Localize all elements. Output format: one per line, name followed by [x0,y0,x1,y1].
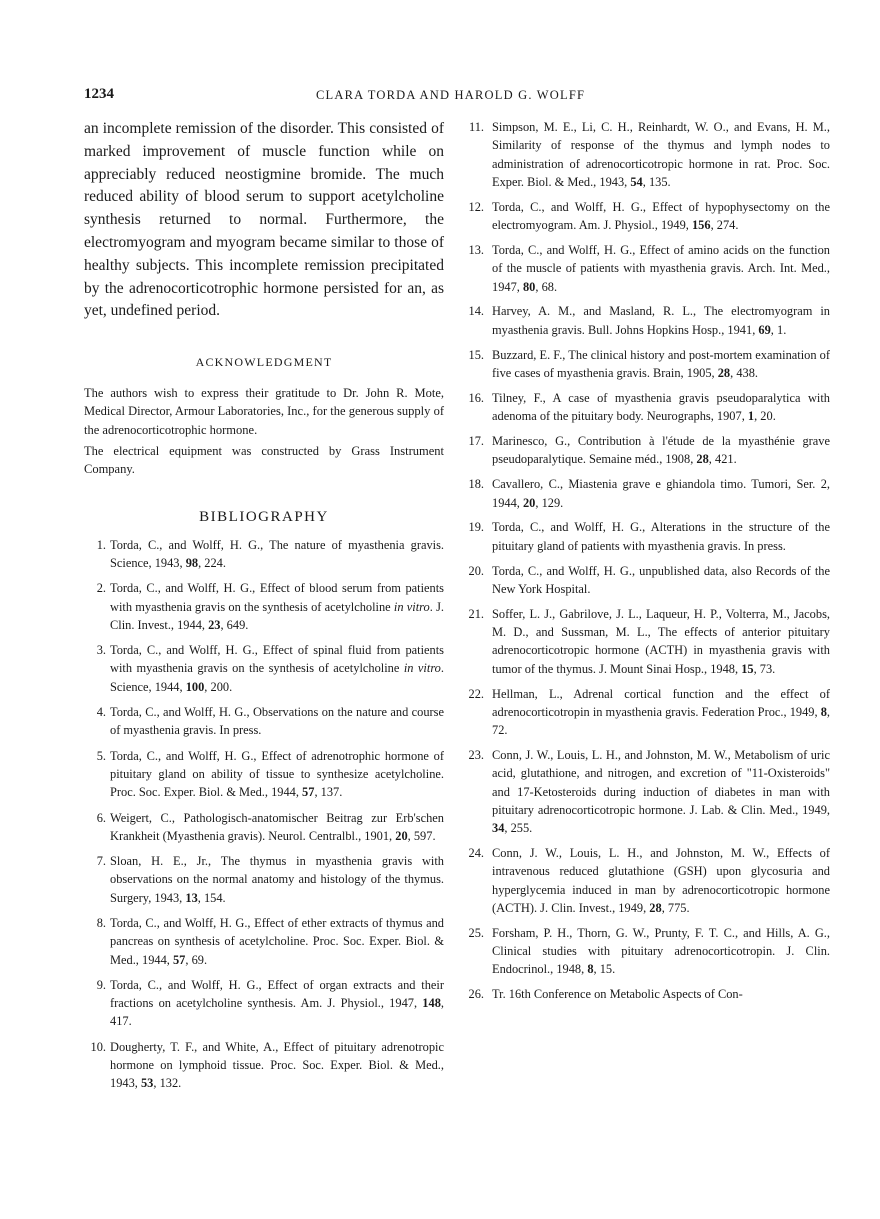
reference-pages: , 154. [197,890,226,905]
body-paragraph: an incomplete remission of the disorder. This consisted of marked improvement of muscle function while on appreciably reduced neostigmine bromide. The much reduced ability of blood serum to support acetylcholine synthesis returned to normal. Furthermore, the electromyogram and myogram became similar to those of healthy subjects. This incomplete remission precipitated by the adrenocorticotrophic hormone persisted for an, as yet, undefined period. [84,120,444,320]
reference-number: 12. [468,199,484,214]
reference-volume: 34 [492,821,505,836]
reference-volume: 69 [758,322,771,337]
reference-item [84,1038,444,1093]
reference-item [84,641,444,696]
reference-number: 25. [468,925,484,940]
reference-volume: 53 [140,1076,154,1091]
reference-number: 9. [96,977,106,992]
acknowledgment-paragraph: The electrical equipment was constructed by Grass Instrument Company. [84,444,444,477]
reference-text: Torda, C., and Wolff, H. G., Effect of blood serum from patients with myasthenia gravis on the synthesis of acetylcholine [110,581,444,614]
reference-text: Tr. 16th Conference on Metabolic Aspects of Con- [492,987,743,1002]
running-header [84,86,796,108]
reference-number: 3. [96,643,106,658]
reference-number: 17. [468,434,484,449]
reference-volume: 100 [185,679,205,694]
reference-volume: 28 [649,901,662,915]
reference-item [466,685,830,740]
reference-text: Torda, C., and Wolff, H. G., Effect of ether extracts of thymus and pancreas on synthesis of acetylcholine. Proc. Soc. Exper. Biol. & Med., 1944, [110,916,444,967]
reference-item [84,747,444,802]
reference-pages: , 255. [504,821,533,836]
reference-number: 14. [468,304,484,319]
reference-volume: 57 [172,952,186,967]
reference-pages: , 274. [710,218,739,233]
reference-item [466,924,830,979]
reference-pages: , 132. [153,1076,182,1091]
reference-volume: 23 [208,617,221,632]
reference-pages: , 224. [198,555,226,570]
reference-volume: 8 [587,962,594,977]
reference-text: Harvey, A. M., and Masland, R. L., The electromyogram in myasthenia gravis. Bull. Johns Hopkins Hosp., 1941, [492,304,830,337]
reference-number: 11. [468,120,484,134]
reference-number: 20. [468,563,484,578]
reference-number: 16. [468,390,484,405]
reference-item [84,579,444,634]
reference-item [466,518,830,555]
reference-item [466,844,830,917]
reference-text: . Science, 1944, [110,661,444,694]
reference-number: 21. [468,606,484,621]
reference-pages: , 417. [110,996,444,1029]
reference-volume: 54 [630,174,643,189]
reference-text: Torda, C., and Wolff, H. G., Effect of organ extracts and their fractions on acetylcholine synthesis. Am. J. Physiol., 1947, [110,977,444,1011]
reference-pages: , 597. [407,828,436,843]
reference-text: Conn, J. W., Louis, L. H., and Johnston, M. W., Metabolism of uric acid, glutathione, and nitrogen, and excretion of "11-Oxisteroids" and 17-Ketosteroids during induction of diabetes in man with pituitary adrenocorticotropic hormone. J. Lab. & Clin. Med., 1949, [492,748,830,817]
reference-number: 26. [468,987,484,1002]
reference-number: 13. [468,242,484,257]
left-column [84,118,444,1100]
reference-volume: 1 [747,409,755,424]
reference-number: 4. [96,705,106,720]
reference-pages: , 15. [593,962,616,977]
reference-pages: , 68. [535,279,558,294]
page-number: 1234 [84,86,114,102]
reference-item [466,389,830,426]
reference-volume: 28 [696,452,709,467]
reference-text: Torda, C., and Wolff, H. G., Effect of amino acids on the function of the muscle of patients with myasthenia gravis. Arch. Int. Med., 1947, [492,242,830,294]
reference-number: 23. [468,748,484,763]
reference-text: Torda, C., and Wolff, H. G., Effect of spinal fluid from patients with myasthenia gravis on the synthesis of acetylcholine [110,643,444,676]
reference-item [84,536,444,573]
reference-item [466,346,830,383]
reference-number: 8. [96,916,106,930]
reference-pages: , 72. [492,704,830,738]
reference-volume: 20 [522,495,536,510]
reference-text: Marinesco, G., Contribution à l'étude de la myasthénie grave pseudoparalytique. Semaine méd., 1908, [492,434,830,467]
acknowledgment-heading: ACKNOWLEDGMENT [195,355,333,370]
reference-pages: , 137. [314,785,343,800]
bibliography-heading: BIBLIOGRAPHY [199,508,329,525]
running-title: CLARA TORDA AND HAROLD G. WOLFF [316,88,586,102]
reference-number: 24. [468,846,484,861]
reference-volume: 98 [185,555,199,570]
reference-pages: , 73. [753,661,776,676]
reference-item [84,852,444,907]
reference-pages: , 129. [535,495,564,510]
reference-volume: 28 [717,365,731,380]
reference-number: 6. [96,810,106,825]
reference-volume: 148 [422,996,441,1011]
reference-text: Torda, C., and Wolff, H. G., Effect of adrenotrophic hormone of pituitary gland on ability of tissue to synthesize acetylcholine. Proc. Soc. Exper. Biol. & Med., 1944, [110,748,444,800]
reference-text: Sloan, H. E., Jr., The thymus in myasthenia gravis with observations on the normal anatomy and histology of the thymus. Surgery, 1943, [110,854,444,905]
reference-pages: , 438. [730,365,759,380]
reference-volume: 80 [522,279,536,294]
reference-item [466,118,830,191]
reference-text: . J. Clin. Invest., 1944, [110,599,444,632]
right-column [466,118,830,1010]
reference-item [466,432,830,469]
reference-text: Tilney, F., A case of myasthenia gravis pseudoparalytica with adenoma of the pituitary body. Neurographs, 1907, [492,390,830,424]
reference-text: Soffer, L. J., Gabrilove, J. L., Laqueur, H. P., Volterra, M., Jacobs, M. D., and Sussman, M. L., The effects of anterior pituitary adrenocorticotropic hormone (ACTH) in myasthenia gravis with tumor of the thymus. J. Mount Sinai Hosp., 1948, [492,606,830,676]
reference-item [466,198,830,235]
reference-list [84,536,444,1093]
reference-text: Cavallero, C., Miastenia grave e ghiandola timo. Tumori, Ser. 2, 1944, [492,477,830,510]
reference-pages: , 1. [770,322,787,337]
reference-volume: 57 [302,785,315,800]
reference-item [466,302,830,339]
reference-item [84,809,444,846]
reference-text: Torda, C., and Wolff, H. G., Effect of hypophysectomy on the electromyogram. Am. J. Physiol., 1949, [492,199,830,233]
reference-pages: , 200. [204,679,233,694]
reference-volume: 156 [691,218,711,233]
reference-number: 7. [96,854,106,869]
reference-italic: in vitro [403,661,441,676]
reference-italic: in vitro [393,599,430,614]
reference-number: 2. [96,581,106,596]
reference-item [466,746,830,837]
reference-number: 22. [468,686,484,701]
reference-volume: 13 [185,890,198,905]
reference-text: Torda, C., and Wolff, H. G., The nature of myasthenia gravis. Science, 1943, [110,537,444,570]
reference-text: Dougherty, T. F., and White, A., Effect of pituitary adrenotropic hormone on lymphoid tissue. Proc. Soc. Exper. Biol. & Med., 1943, [110,1039,444,1091]
reference-text: Hellman, L., Adrenal cortical function and the effect of adrenocorticotropin in myasthenia gravis. Federation Proc., 1949, [492,686,830,719]
reference-item [84,914,444,969]
reference-number: 5. [96,748,106,763]
reference-text: Buzzard, E. F., The clinical history and post-mortem examination of five cases of myasthenia gravis. Brain, 1905, [492,347,830,380]
reference-volume: 20 [395,828,408,843]
reference-pages: , 649. [220,617,249,632]
reference-text: Torda, C., and Wolff, H. G., unpublished data, also Records of the New York Hospital. [492,563,830,596]
reference-volume: 15 [741,661,754,676]
acknowledgment-paragraph: The authors wish to express their gratitude to Dr. John R. Mote, Medical Director, Armour Laboratories, Inc., for the generous supply of the adrenocorticotrophic hormone. [84,386,444,437]
reference-pages: , 69. [185,952,208,967]
reference-list [466,118,830,1004]
reference-number: 15. [468,347,484,362]
reference-pages: , 421. [708,452,737,467]
reference-item [466,985,830,1003]
reference-volume: 8 [820,704,827,719]
reference-item [466,475,830,512]
reference-text: Simpson, M. E., Li, C. H., Reinhardt, W. O., and Evans, H. M., Similarity of response of the thymus and lymph nodes to administration of adrenocorticotropic hormone in rat. Proc. Soc. Exper. Biol. & Med., 1943, [492,120,830,189]
reference-number: 1. [96,537,106,552]
reference-pages: , 20. [754,409,776,424]
reference-item [466,605,830,678]
reference-number: 10. [90,1039,106,1054]
reference-number: 19. [468,520,484,535]
reference-pages: , 135. [642,174,671,189]
reference-text: Weigert, C., Pathologisch-anatomischer Beitrag zur Erb'schen Krankheit (Myasthenia gravis). Neurol. Centralbl., 1901, [110,810,444,843]
reference-text: Torda, C., and Wolff, H. G., Observations on the nature and course of myasthenia gravis. In press. [110,705,444,738]
reference-item [466,241,830,296]
reference-pages: , 775. [661,901,690,915]
reference-text: Forsham, P. H., Thorn, G. W., Prunty, F. T. C., and Hills, A. G., Clinical studies with pituitary adrenocorticotropin. J. Clin. Endocrinol., 1948, [492,925,830,977]
reference-number: 18. [468,477,484,492]
reference-text: Torda, C., and Wolff, H. G., Alterations in the structure of the pituitary gland of patients with myasthenia gravis. In press. [492,520,830,553]
reference-item [84,976,444,1031]
reference-text: Conn, J. W., Louis, L. H., and Johnston, M. W., Effects of intravenous reduced glutathione (GSH) upon glycosuria and hyperglycemia induced in man by adrenocorticotropic hormone (ACTH). J. Clin. Invest., 1949, [492,846,830,915]
reference-item [84,703,444,740]
reference-item [466,562,830,599]
